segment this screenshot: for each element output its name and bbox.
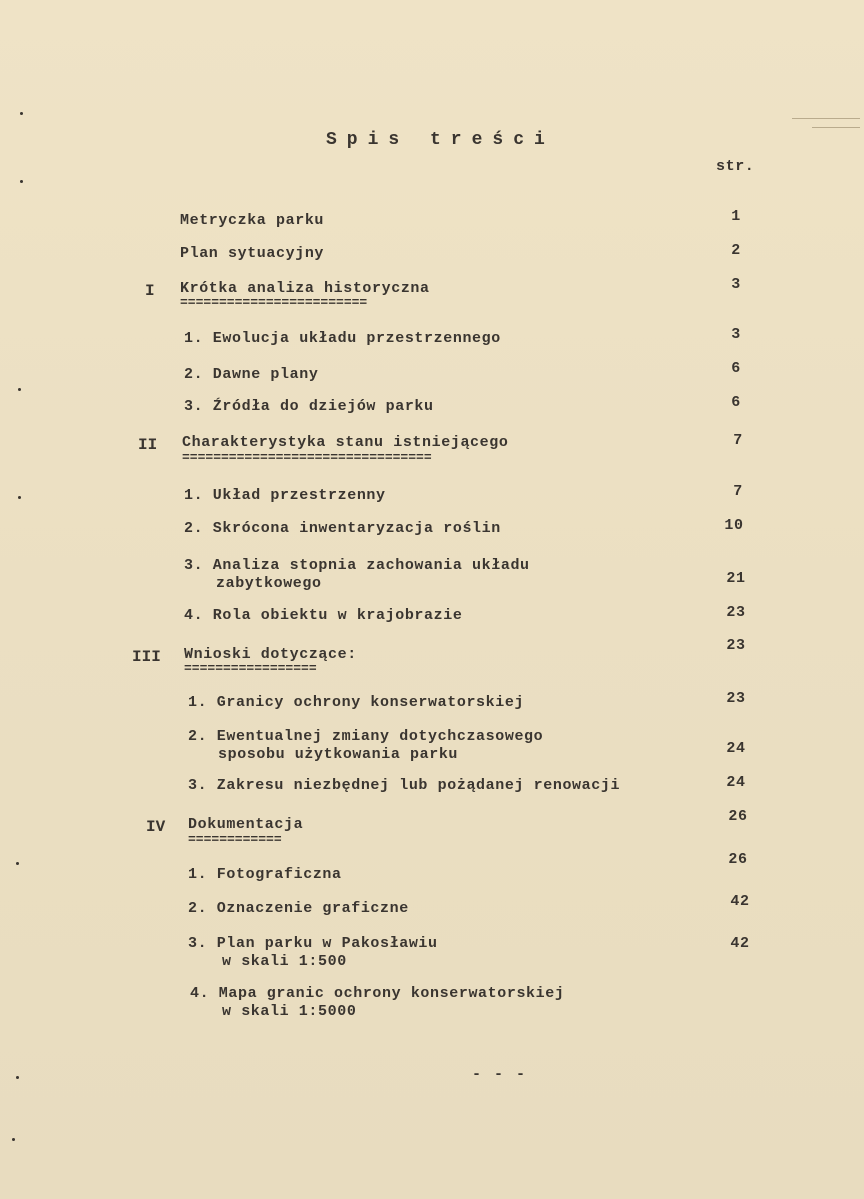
toc-entry-text: 3. Zakresu niezbędnej lub pożądanej renowacji [188, 777, 621, 794]
toc-entry-text-continued: w skali 1:5000 [222, 1003, 357, 1020]
section-roman: IV [146, 818, 166, 836]
toc-entry-page: 23 [726, 637, 746, 654]
toc-entry-page: 23 [726, 690, 746, 707]
page-column-label: str. [716, 158, 755, 175]
toc-entry-page: 3 [731, 326, 741, 343]
toc-entry-text: 4. Rola obiektu w krajobrazie [184, 607, 463, 624]
toc-entry-page: 24 [726, 740, 746, 757]
toc-entry-text: 1. Fotograficzna [188, 866, 342, 883]
toc-entry-page: 23 [726, 604, 746, 621]
paper-speck [16, 1076, 19, 1079]
toc-entry-page: 10 [724, 517, 744, 534]
toc-entry-text: 3. Źródła do dziejów parku [184, 398, 434, 415]
paper-speck [16, 862, 19, 865]
toc-entry-page: 42 [730, 893, 750, 910]
toc-entry-text: 2. Skrócona inwentaryzacja roślin [184, 520, 501, 537]
toc-entry-page: 2 [731, 242, 741, 259]
toc-entry-text: 2. Oznaczenie graficzne [188, 900, 409, 917]
toc-entry-text: 1. Granicy ochrony konserwatorskiej [188, 694, 525, 711]
page-title: Spis treści [326, 130, 555, 150]
paper-speck [20, 180, 23, 183]
toc-entry-page: 6 [731, 394, 741, 411]
toc-entry-page: 6 [731, 360, 741, 377]
toc-entry-text: Metryczka parku [180, 212, 325, 229]
toc-entry-page: 21 [726, 570, 746, 587]
section-underline: ======================== [180, 295, 368, 310]
section-heading: Krótka analiza historyczna [180, 280, 430, 297]
paper-speck [20, 112, 23, 115]
section-underline: ================= [184, 661, 317, 676]
section-roman: II [138, 436, 158, 454]
toc-entry-text: 1. Układ przestrzenny [184, 487, 386, 504]
toc-entry-page: 7 [733, 432, 743, 449]
toc-entry-text: 2. Ewentualnej zmiany dotychczasowego [188, 728, 544, 745]
toc-entry-text: 1. Ewolucja układu przestrzennego [184, 330, 501, 347]
toc-entry-page: 1 [731, 208, 741, 225]
toc-entry-page: 24 [726, 774, 746, 791]
toc-entry-text: 3. Analiza stopnia zachowania układu [184, 557, 530, 574]
section-heading: Wnioski dotyczące: [184, 646, 357, 663]
toc-entry-text: 2. Dawne plany [184, 366, 319, 383]
edge-mark [792, 118, 860, 119]
toc-entry-text: 3. Plan parku w Pakosławiu [188, 935, 438, 952]
end-mark: - - - [472, 1066, 528, 1083]
section-underline: ============ [188, 832, 282, 847]
toc-entry-page: 26 [728, 808, 748, 825]
toc-entry-text-continued: zabytkowego [216, 575, 322, 592]
paper-speck [12, 1138, 15, 1141]
toc-entry-text-continued: sposobu użytkowania parku [218, 746, 459, 763]
paper-speck [18, 388, 21, 391]
edge-mark [812, 127, 860, 128]
toc-entry-page: 3 [731, 276, 741, 293]
toc-entry-page: 42 [730, 935, 750, 952]
section-roman: III [132, 648, 161, 666]
paper-speck [18, 496, 21, 499]
toc-entry-text: Plan sytuacyjny [180, 245, 325, 262]
toc-entry-page: 7 [733, 483, 743, 500]
section-underline: ================================ [182, 450, 432, 465]
section-heading: Charakterystyka stanu istniejącego [182, 434, 509, 451]
toc-entry-text: 4. Mapa granic ochrony konserwatorskiej [190, 985, 565, 1002]
toc-entry-text-continued: w skali 1:500 [222, 953, 347, 970]
toc-entry-page: 26 [728, 851, 748, 868]
section-heading: Dokumentacja [188, 816, 304, 833]
section-roman: I [145, 282, 155, 300]
